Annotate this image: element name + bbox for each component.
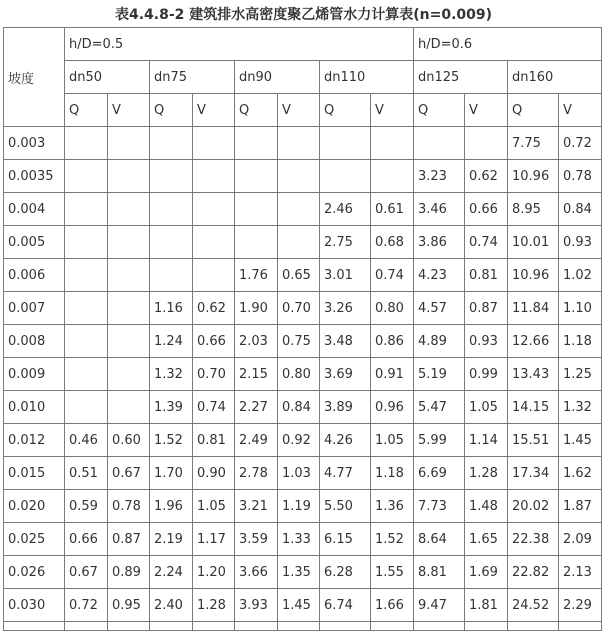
q-cell	[65, 226, 108, 259]
q-cell	[65, 160, 108, 193]
v-cell: 1.05	[465, 391, 508, 424]
q-cell: 0.51	[65, 457, 108, 490]
v-cell	[193, 226, 235, 259]
table-row	[4, 556, 602, 589]
v-cell: 0.81	[193, 424, 235, 457]
q-cell: 17.34	[508, 457, 559, 490]
v-cell: 1.10	[559, 292, 602, 325]
v-cell: 0.99	[465, 358, 508, 391]
q-cell: 3.46	[414, 193, 465, 226]
q-cell: 15.51	[508, 424, 559, 457]
slope-header: 坡度	[4, 28, 65, 127]
v-cell	[108, 325, 150, 358]
slope-cell: 0.004	[4, 193, 65, 226]
v-cell	[193, 160, 235, 193]
q-cell: 3.89	[320, 391, 371, 424]
slope-cell: 0.003	[4, 127, 65, 160]
q-cell	[150, 226, 193, 259]
v-cell: 2.09	[559, 523, 602, 556]
table-row	[4, 424, 602, 457]
q-cell: 1.24	[150, 325, 193, 358]
q-cell	[150, 160, 193, 193]
v-cell: 1.69	[465, 556, 508, 589]
v-cell: 1.65	[465, 523, 508, 556]
q-cell	[320, 160, 371, 193]
slope-cell: 0.005	[4, 226, 65, 259]
v-cell: 0.78	[108, 490, 150, 523]
v-cell	[278, 193, 320, 226]
q-cell: 0.59	[65, 490, 108, 523]
q-cell: 2.78	[235, 457, 278, 490]
q-cell	[235, 193, 278, 226]
v-cell: 0.96	[371, 391, 414, 424]
v-cell	[371, 127, 414, 160]
v-cell: 0.80	[371, 292, 414, 325]
q-cell	[150, 193, 193, 226]
q-cell: 10.96	[508, 160, 559, 193]
q-cell: 3.86	[414, 226, 465, 259]
q-cell: 3.59	[235, 523, 278, 556]
q-header: Q	[414, 94, 465, 127]
v-cell: 1.62	[559, 457, 602, 490]
v-cell: 1.36	[371, 490, 414, 523]
v-cell: 1.20	[193, 556, 235, 589]
q-cell: 24.52	[508, 589, 559, 622]
diameter-header-dn75: dn75	[150, 61, 235, 94]
q-cell: 3.26	[320, 292, 371, 325]
v-cell	[108, 259, 150, 292]
slope-cell: 0.026	[4, 556, 65, 589]
v-cell: 1.66	[371, 589, 414, 622]
q-cell: 1.16	[150, 292, 193, 325]
q-cell	[414, 127, 465, 160]
table-row	[4, 391, 602, 424]
q-cell	[65, 193, 108, 226]
q-cell: 22.38	[508, 523, 559, 556]
q-cell	[150, 259, 193, 292]
v-cell: 1.33	[278, 523, 320, 556]
q-cell: 2.27	[235, 391, 278, 424]
table-row	[4, 127, 602, 160]
v-cell	[108, 193, 150, 226]
v-cell: 0.67	[108, 457, 150, 490]
v-cell: 1.14	[465, 424, 508, 457]
v-cell: 1.19	[278, 490, 320, 523]
v-cell: 1.45	[559, 424, 602, 457]
v-cell: 1.48	[465, 490, 508, 523]
table-row	[4, 226, 602, 259]
q-cell: 3.01	[320, 259, 371, 292]
v-cell: 0.70	[193, 358, 235, 391]
diameter-header-dn90: dn90	[235, 61, 320, 94]
q-cell	[235, 226, 278, 259]
v-cell	[193, 127, 235, 160]
q-cell: 9.47	[414, 589, 465, 622]
v-cell: 0.78	[559, 160, 602, 193]
v-cell	[465, 127, 508, 160]
q-cell: 2.46	[320, 193, 371, 226]
empty-cell	[4, 622, 65, 631]
slope-cell: 0.0035	[4, 160, 65, 193]
q-cell: 22.82	[508, 556, 559, 589]
diameter-header-dn110: dn110	[320, 61, 414, 94]
v-cell: 0.95	[108, 589, 150, 622]
slope-cell: 0.030	[4, 589, 65, 622]
v-cell: 1.28	[193, 589, 235, 622]
hydraulic-table	[3, 27, 602, 631]
slope-cell: 0.009	[4, 358, 65, 391]
v-cell: 1.81	[465, 589, 508, 622]
q-header: Q	[235, 94, 278, 127]
v-cell: 0.89	[108, 556, 150, 589]
v-cell: 0.91	[371, 358, 414, 391]
v-cell: 1.25	[559, 358, 602, 391]
table-row	[4, 457, 602, 490]
v-cell	[278, 127, 320, 160]
q-cell: 1.96	[150, 490, 193, 523]
v-cell: 0.81	[465, 259, 508, 292]
q-cell: 5.47	[414, 391, 465, 424]
empty-cell	[508, 622, 559, 631]
q-cell: 10.96	[508, 259, 559, 292]
q-header: Q	[508, 94, 559, 127]
q-cell: 4.23	[414, 259, 465, 292]
v-cell: 0.60	[108, 424, 150, 457]
v-cell: 0.74	[371, 259, 414, 292]
v-cell: 0.66	[465, 193, 508, 226]
v-cell: 0.86	[371, 325, 414, 358]
slope-cell: 0.012	[4, 424, 65, 457]
v-cell: 0.62	[193, 292, 235, 325]
v-cell: 0.93	[559, 226, 602, 259]
v-header: V	[278, 94, 320, 127]
table-body	[4, 127, 602, 631]
q-cell: 3.48	[320, 325, 371, 358]
q-cell: 2.15	[235, 358, 278, 391]
q-cell: 11.84	[508, 292, 559, 325]
q-cell: 7.73	[414, 490, 465, 523]
v-cell: 1.45	[278, 589, 320, 622]
v-cell: 1.05	[371, 424, 414, 457]
q-cell: 1.39	[150, 391, 193, 424]
q-cell: 8.64	[414, 523, 465, 556]
v-cell	[278, 160, 320, 193]
table-row	[4, 490, 602, 523]
v-cell: 0.75	[278, 325, 320, 358]
empty-cell	[193, 622, 235, 631]
q-cell: 3.21	[235, 490, 278, 523]
q-cell	[65, 292, 108, 325]
q-cell: 2.19	[150, 523, 193, 556]
q-cell: 4.57	[414, 292, 465, 325]
slope-cell: 0.020	[4, 490, 65, 523]
v-cell: 1.18	[559, 325, 602, 358]
v-cell: 0.80	[278, 358, 320, 391]
q-header: Q	[320, 94, 371, 127]
q-cell: 4.26	[320, 424, 371, 457]
diameter-header-dn125: dn125	[414, 61, 508, 94]
table-row	[4, 523, 602, 556]
q-cell: 6.15	[320, 523, 371, 556]
v-cell: 1.05	[193, 490, 235, 523]
slope-cell: 0.025	[4, 523, 65, 556]
q-cell	[235, 127, 278, 160]
q-header: Q	[65, 94, 108, 127]
q-cell	[65, 127, 108, 160]
empty-cell	[414, 622, 465, 631]
v-cell: 0.65	[278, 259, 320, 292]
v-cell: 1.02	[559, 259, 602, 292]
v-cell	[108, 391, 150, 424]
q-cell	[65, 259, 108, 292]
q-cell: 1.32	[150, 358, 193, 391]
empty-cell	[235, 622, 278, 631]
table-row	[4, 325, 602, 358]
empty-cell	[559, 622, 602, 631]
v-cell	[193, 193, 235, 226]
v-cell: 0.87	[465, 292, 508, 325]
q-cell: 6.74	[320, 589, 371, 622]
v-header: V	[193, 94, 235, 127]
q-cell: 1.90	[235, 292, 278, 325]
v-cell: 0.92	[278, 424, 320, 457]
q-cell: 8.81	[414, 556, 465, 589]
q-cell: 1.52	[150, 424, 193, 457]
v-cell: 1.32	[559, 391, 602, 424]
q-cell: 2.75	[320, 226, 371, 259]
table-row	[4, 358, 602, 391]
v-cell: 0.74	[465, 226, 508, 259]
q-cell: 4.77	[320, 457, 371, 490]
v-cell: 2.13	[559, 556, 602, 589]
table-row	[4, 259, 602, 292]
empty-cell	[65, 622, 108, 631]
q-cell: 1.76	[235, 259, 278, 292]
v-cell: 0.70	[278, 292, 320, 325]
v-cell: 0.72	[559, 127, 602, 160]
v-header: V	[371, 94, 414, 127]
q-cell: 2.24	[150, 556, 193, 589]
q-cell: 1.70	[150, 457, 193, 490]
q-cell: 2.40	[150, 589, 193, 622]
q-cell: 5.50	[320, 490, 371, 523]
q-cell	[65, 358, 108, 391]
empty-cell	[371, 622, 414, 631]
v-cell	[108, 358, 150, 391]
q-cell: 8.95	[508, 193, 559, 226]
header-row-group	[4, 28, 602, 61]
q-cell: 12.66	[508, 325, 559, 358]
q-cell: 0.67	[65, 556, 108, 589]
q-cell	[150, 127, 193, 160]
q-header: Q	[150, 94, 193, 127]
empty-cell	[150, 622, 193, 631]
v-cell: 0.93	[465, 325, 508, 358]
table-row	[4, 193, 602, 226]
q-cell	[65, 391, 108, 424]
diameter-header-dn50: dn50	[65, 61, 150, 94]
v-cell	[108, 226, 150, 259]
v-cell: 0.84	[278, 391, 320, 424]
v-header: V	[108, 94, 150, 127]
q-cell: 14.15	[508, 391, 559, 424]
q-cell	[65, 325, 108, 358]
q-cell: 0.46	[65, 424, 108, 457]
slope-cell: 0.007	[4, 292, 65, 325]
empty-cell	[108, 622, 150, 631]
diameter-header-dn160: dn160	[508, 61, 602, 94]
table-row	[4, 160, 602, 193]
q-cell: 6.69	[414, 457, 465, 490]
group-header-hd05: h/D=0.5	[65, 28, 414, 61]
v-cell	[371, 160, 414, 193]
v-cell: 0.84	[559, 193, 602, 226]
v-cell: 1.35	[278, 556, 320, 589]
q-cell: 0.66	[65, 523, 108, 556]
table-row-cutoff	[4, 622, 602, 631]
v-cell: 1.17	[193, 523, 235, 556]
v-cell	[193, 259, 235, 292]
q-cell: 0.72	[65, 589, 108, 622]
v-cell: 0.61	[371, 193, 414, 226]
v-header: V	[559, 94, 602, 127]
q-cell: 3.66	[235, 556, 278, 589]
q-cell: 5.99	[414, 424, 465, 457]
q-cell: 3.69	[320, 358, 371, 391]
v-cell: 1.55	[371, 556, 414, 589]
v-cell: 0.66	[193, 325, 235, 358]
v-cell: 2.29	[559, 589, 602, 622]
table-title: 表4.4.8-2 建筑排水高密度聚乙烯管水力计算表(n=0.009)	[114, 7, 493, 23]
v-cell: 1.28	[465, 457, 508, 490]
header-row-diameter	[4, 61, 602, 94]
v-cell: 1.18	[371, 457, 414, 490]
q-cell: 2.03	[235, 325, 278, 358]
empty-cell	[278, 622, 320, 631]
q-cell: 3.93	[235, 589, 278, 622]
empty-cell	[465, 622, 508, 631]
table-row	[4, 292, 602, 325]
v-cell	[108, 160, 150, 193]
q-cell: 2.49	[235, 424, 278, 457]
q-cell: 5.19	[414, 358, 465, 391]
v-cell: 1.87	[559, 490, 602, 523]
slope-cell: 0.015	[4, 457, 65, 490]
v-cell: 0.68	[371, 226, 414, 259]
v-cell: 0.87	[108, 523, 150, 556]
q-cell: 3.23	[414, 160, 465, 193]
v-cell: 0.90	[193, 457, 235, 490]
v-cell: 1.52	[371, 523, 414, 556]
v-cell: 0.62	[465, 160, 508, 193]
q-cell: 20.02	[508, 490, 559, 523]
q-cell	[320, 127, 371, 160]
slope-cell: 0.008	[4, 325, 65, 358]
q-cell: 13.43	[508, 358, 559, 391]
v-cell: 0.74	[193, 391, 235, 424]
q-cell	[235, 160, 278, 193]
empty-cell	[320, 622, 371, 631]
q-cell: 4.89	[414, 325, 465, 358]
slope-cell: 0.010	[4, 391, 65, 424]
table-row	[4, 589, 602, 622]
v-header: V	[465, 94, 508, 127]
slope-cell: 0.006	[4, 259, 65, 292]
v-cell	[108, 127, 150, 160]
group-header-hd06: h/D=0.6	[414, 28, 602, 61]
q-cell: 6.28	[320, 556, 371, 589]
v-cell	[278, 226, 320, 259]
q-cell: 7.75	[508, 127, 559, 160]
q-cell: 10.01	[508, 226, 559, 259]
header-row-qv	[4, 94, 602, 127]
v-cell: 1.03	[278, 457, 320, 490]
v-cell	[108, 292, 150, 325]
